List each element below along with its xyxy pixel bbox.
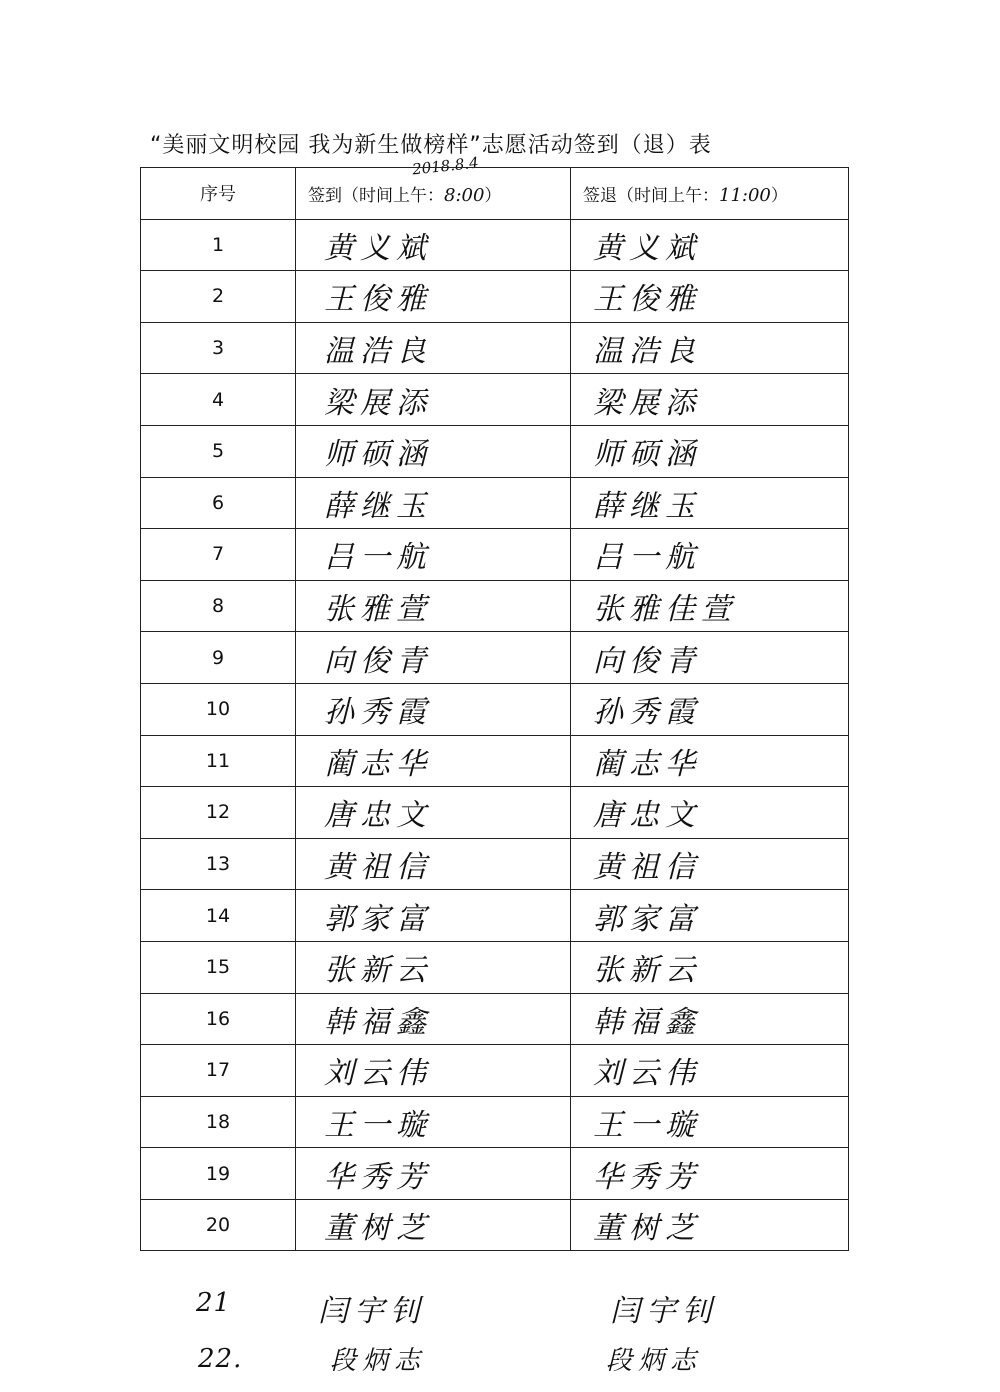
sign-out-cell: [571, 477, 849, 529]
sign-in-signature: 韩福鑫: [324, 1004, 432, 1040]
table-row: [141, 1045, 849, 1097]
row-number: 1: [141, 219, 296, 271]
sign-out-signature: 张新云: [593, 953, 701, 989]
row-number: 12: [141, 787, 296, 839]
table-body: [141, 219, 849, 1251]
sign-out-cell: [571, 1148, 849, 1200]
sign-in-signature: 华秀芳: [324, 1159, 432, 1195]
sign-in-cell: [296, 1148, 571, 1200]
header-sign-out-suffix: ）: [770, 185, 788, 206]
row-number: 13: [141, 838, 296, 890]
extra-row-sign-out: 闫宇钊: [610, 1294, 718, 1329]
row-number: 2: [141, 271, 296, 323]
sign-in-signature: 唐忠文: [324, 798, 432, 834]
signin-table: [140, 167, 849, 1251]
table-row: [141, 1096, 849, 1148]
header-sign-out-time: 11:00: [719, 184, 771, 206]
sign-in-signature: 王俊雅: [324, 282, 432, 318]
sheet-title: “美丽文明校园 我为新生做榜样”志愿活动签到（退）表: [150, 133, 712, 158]
table-row: [141, 838, 849, 890]
header-sign-in-time: 8:00: [444, 184, 485, 206]
table-row: [141, 374, 849, 426]
sign-out-cell: [571, 580, 849, 632]
sign-in-cell: [296, 735, 571, 787]
sign-in-cell: [296, 787, 571, 839]
sign-in-signature: 梁展添: [324, 385, 432, 421]
sign-out-signature: 黄义斌: [593, 230, 701, 266]
sign-out-signature: 刘云伟: [593, 1056, 701, 1092]
sign-in-cell: [296, 1199, 571, 1251]
table-row: [141, 271, 849, 323]
sign-out-signature: 张雅佳萱: [593, 592, 737, 628]
sign-in-signature: 王一璇: [324, 1107, 432, 1143]
row-number: 16: [141, 993, 296, 1045]
sign-in-signature: 薛继玉: [324, 488, 432, 524]
table-row: [141, 1148, 849, 1200]
sign-in-signature: 师硕涵: [324, 437, 432, 473]
row-number: 11: [141, 735, 296, 787]
row-number: 10: [141, 683, 296, 735]
row-number: 17: [141, 1045, 296, 1097]
row-number: 6: [141, 477, 296, 529]
row-number: 4: [141, 374, 296, 426]
header-sign-in-suffix: ）: [484, 185, 502, 206]
row-number: 14: [141, 890, 296, 942]
sign-in-cell: [296, 993, 571, 1045]
sign-in-cell: [296, 838, 571, 890]
row-number: 7: [141, 529, 296, 581]
row-number: 8: [141, 580, 296, 632]
sign-out-signature: 黄祖信: [593, 850, 701, 886]
header-sign-in: [296, 168, 571, 220]
sign-out-cell: [571, 219, 849, 271]
sign-out-cell: [571, 632, 849, 684]
sign-in-cell: [296, 941, 571, 993]
header-sign-out: [571, 168, 849, 220]
sign-out-cell: [571, 374, 849, 426]
row-number: 18: [141, 1096, 296, 1148]
extra-row-no: 22.: [198, 1344, 243, 1374]
table-row: [141, 529, 849, 581]
sign-out-cell: [571, 890, 849, 942]
sign-out-signature: 吕一航: [593, 540, 701, 576]
sign-in-signature: 蔺志华: [324, 746, 432, 782]
sign-in-signature: 黄祖信: [324, 850, 432, 886]
sign-in-signature: 温浩良: [324, 334, 432, 370]
table-row: [141, 322, 849, 374]
table-row: [141, 993, 849, 1045]
row-number: 20: [141, 1199, 296, 1251]
extra-row-sign-in: 闫宇钊: [318, 1294, 426, 1329]
sign-in-signature: 吕一航: [324, 540, 432, 576]
sign-out-cell: [571, 1096, 849, 1148]
sign-in-cell: [296, 632, 571, 684]
table-row: [141, 425, 849, 477]
sign-in-cell: [296, 890, 571, 942]
table-row: [141, 632, 849, 684]
sign-out-cell: [571, 529, 849, 581]
sign-out-signature: 梁展添: [593, 385, 701, 421]
sign-in-signature: 刘云伟: [324, 1056, 432, 1092]
sign-in-cell: [296, 529, 571, 581]
sign-out-signature: 王一璇: [593, 1107, 701, 1143]
sign-in-cell: [296, 271, 571, 323]
sign-out-signature: 郭家富: [593, 901, 701, 937]
sign-in-signature: 郭家富: [324, 901, 432, 937]
sign-in-cell: [296, 580, 571, 632]
table-row: [141, 477, 849, 529]
table-row: [141, 890, 849, 942]
table-row: [141, 683, 849, 735]
handwritten-date: 2018.8.4: [411, 153, 480, 179]
sign-out-cell: [571, 425, 849, 477]
sign-out-signature: 韩福鑫: [593, 1004, 701, 1040]
table-row: [141, 580, 849, 632]
sign-out-cell: [571, 735, 849, 787]
sign-out-signature: 向俊青: [593, 643, 701, 679]
sign-in-cell: [296, 1045, 571, 1097]
sign-in-signature: 张雅萱: [324, 592, 432, 628]
row-number: 19: [141, 1148, 296, 1200]
sign-out-cell: [571, 838, 849, 890]
sign-out-signature: 薛继玉: [593, 488, 701, 524]
table-row: [141, 941, 849, 993]
table-header-row: [141, 168, 849, 220]
row-number: 15: [141, 941, 296, 993]
sign-in-signature: 向俊青: [324, 643, 432, 679]
sign-out-signature: 师硕涵: [593, 437, 701, 473]
sign-in-cell: [296, 477, 571, 529]
sign-out-signature: 唐忠文: [593, 798, 701, 834]
sign-out-signature: 蔺志华: [593, 746, 701, 782]
table-row: [141, 219, 849, 271]
sign-out-signature: 孙秀霞: [593, 695, 701, 731]
sign-out-cell: [571, 322, 849, 374]
header-sign-out-prefix: 签退（时间上午：: [583, 185, 719, 206]
sign-out-cell: [571, 1199, 849, 1251]
row-number: 9: [141, 632, 296, 684]
sign-in-cell: [296, 683, 571, 735]
sign-in-cell: [296, 219, 571, 271]
sign-out-cell: [571, 787, 849, 839]
sign-out-cell: [571, 941, 849, 993]
sign-out-cell: [571, 271, 849, 323]
sign-in-cell: [296, 322, 571, 374]
sign-in-signature: 黄义斌: [324, 230, 432, 266]
row-number: 3: [141, 322, 296, 374]
sign-in-cell: [296, 425, 571, 477]
table-row: [141, 787, 849, 839]
sign-out-cell: [571, 683, 849, 735]
sign-out-cell: [571, 993, 849, 1045]
table-row: [141, 735, 849, 787]
sign-in-signature: 董树芝: [324, 1211, 432, 1247]
sign-in-cell: [296, 374, 571, 426]
sign-out-cell: [571, 1045, 849, 1097]
table-row: [141, 1199, 849, 1251]
sign-in-signature: 孙秀霞: [324, 695, 432, 731]
extra-row-sign-out: 段炳志: [606, 1346, 703, 1376]
sign-in-cell: [296, 1096, 571, 1148]
sign-out-signature: 董树芝: [593, 1211, 701, 1247]
header-no: 序号: [141, 168, 296, 220]
header-sign-in-prefix: 签到（时间上午：: [308, 185, 444, 206]
sign-out-signature: 王俊雅: [593, 282, 701, 318]
extra-row-sign-in: 段炳志: [330, 1346, 427, 1376]
sign-in-signature: 张新云: [324, 953, 432, 989]
row-number: 5: [141, 425, 296, 477]
extra-row-no: 21: [196, 1288, 232, 1318]
sign-out-signature: 温浩良: [593, 334, 701, 370]
sign-out-signature: 华秀芳: [593, 1159, 701, 1195]
